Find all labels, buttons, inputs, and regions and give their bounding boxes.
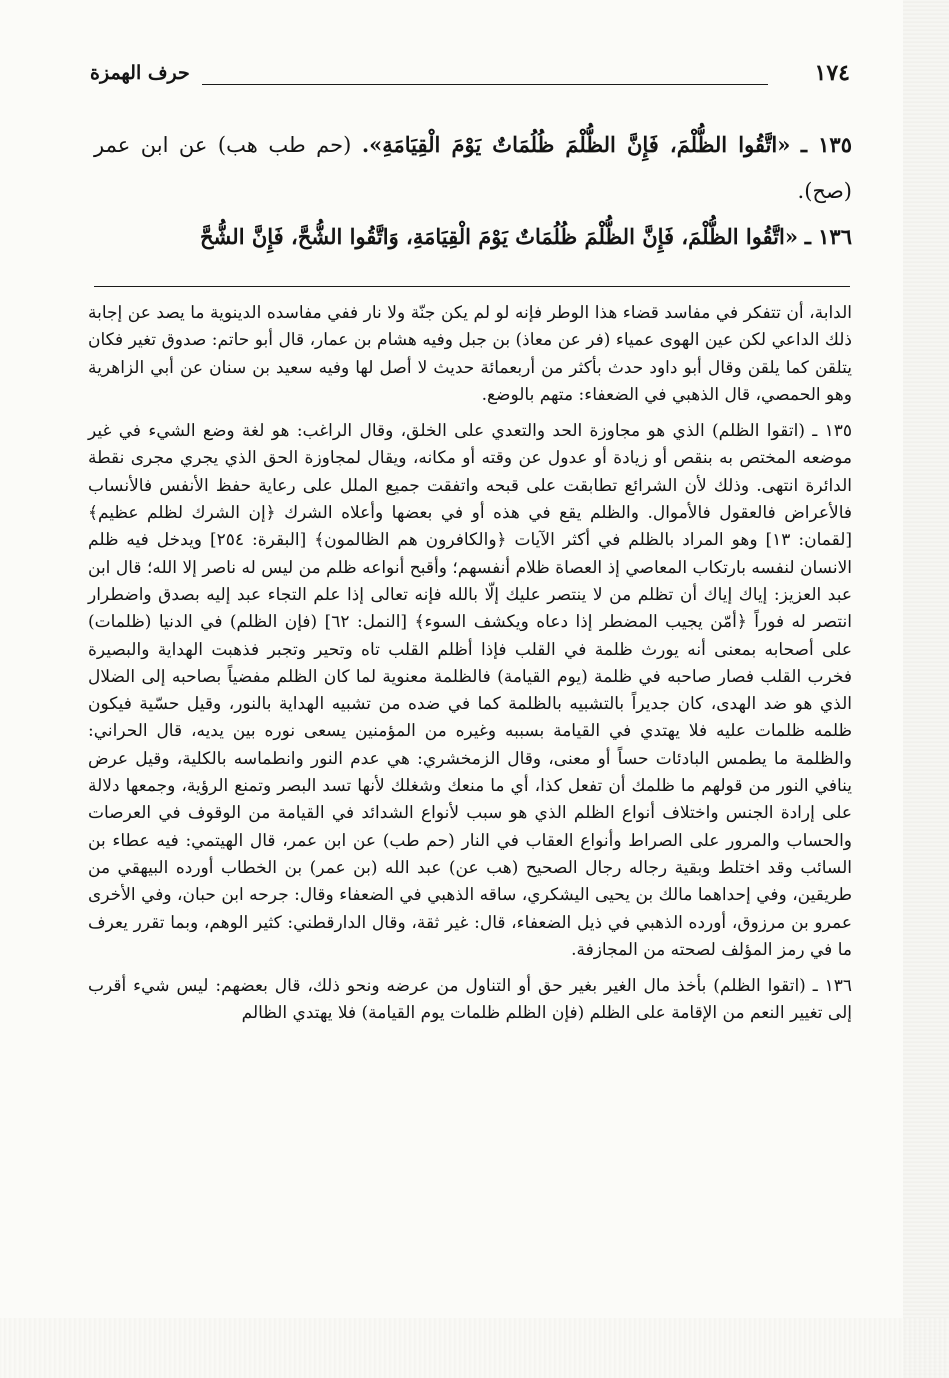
hadith-matn: «اتَّقُوا الظُّلْمَ، فَإِنَّ الظُّلْمَ ظُلُمَاتٌ يَوْمَ الْقِيَامَةِ».: [361, 132, 791, 157]
header-rule: [202, 84, 768, 85]
page-edge-shadow: [903, 0, 949, 1378]
page-bottom-shadow: [0, 1318, 949, 1378]
chapter-title: حرف الهمزة: [90, 62, 190, 84]
hadith-text-block: [94, 122, 852, 260]
commentary-block: [88, 300, 852, 1028]
hadith-number: ١٣٥ ـ: [800, 132, 852, 157]
commentary-carryover: الدابة، أن تتفكر في مفاسد قضاء هذا الوطر فإنه لو لم يكن جنّة ولا نار ففي مفاسده الدينوية ما يصد عن إجابة ذلك الداعي لكن عين الهوى عمياء (فر عن معاذ) بن جبل وفيه هشام بن عمار، قال أبو حاتم: صدوق تغير فكان يتلقن كما يلقن وقال أبو داود حدث بأكثر من أربعمائة حديث لا أصل لها وفيه سعيد بن سنان عن أبي الزاهرية وهو الحمصي، قال الذهبي في الضعفاء: متهم بالوضع.: [88, 303, 852, 405]
running-header: [90, 62, 850, 96]
hadith-source: (حم طب هب) عن ابن عمر (صح).: [94, 133, 852, 203]
commentary-note-135: ١٣٥ ـ (اتقوا الظلم) الذي هو مجاوزة الحد والتعدي على الخلق، وقال الراغب: هو لغة وضع الشيء في غير موضعه المختص به بنقص أو زيادة أو عدول عن وقته أو مكانه، ويقال لمجاوزة الحق الذي يجري مجرى نقطة الدائرة انتهى. وذلك لأن الشرائع تطابقت على قبحه واتفقت جميع الملل على رعاية حفظ الأنفس فالأنساب فالأعراض فالعقول فالأموال. والظلم يقع في هذه أو في بعضها وأعلاه الشرك ﴿إن الشرك لظلم عظيم﴾ [لقمان: ١٣] وهو المراد بالظلم في أكثر الآيات ﴿والكافرون هم الظالمون﴾ [البقرة: ٢٥٤] ويدخل فيه ظلم الانسان لنفسه بارتكاب المعاصي إذ العصاة ظلام أنفسهم؛ وأقبح أنواعه ظلم من ليس له ناصر إلا الله؛ قال ابن عبد العزيز: إياك إياك أن تظلم من لا ينتصر عليك إلّا بالله فإنه تعالى إذا علم التجاء عبد إليه بصدق واضطرار انتصر له فوراً ﴿أمّن يجيب المضطر إذا دعاه ويكشف السوء﴾ [النمل: ٦٢] (فإن الظلم) في الدنيا (ظلمات) على أصحابه بمعنى أنه يورث ظلمة في القلب فإذا أظلم القلب تاه وتحير وتجبر فذهبت الهداية والبصيرة فخرب القلب فصار صاحبه في ظلمة (يوم القيامة) فالظلمة معنوية لما كان الظلم مفضياً بصاحبه إلى الضلال الذي هو ضد الهدى، كان جديراً بالتشبيه بالظلمة كما في ضده من تشبيه الهداية بالنور، وقيل حسّية فيكون ظلمه ظلمات عليه فلا يهتدي في القيامة بسببه وغيره من المؤمنين يسعى نوره بين يديه، قال الحراني: والظلمة ما يطمس البادئات حساً أو معنى، وقال الزمخشري: هي عدم النور وانطماسه بالكلية، وقيل عرض ينافي النور من قولهم ما ظلمك أن تفعل كذا، أي ما منعك وشغلك لأنها تسد البصر وتمنع الرؤية، وجمعها دلالة على إرادة الجنس واختلاف أنواع الظلم الذي هو سبب لأنواع الشدائد في القيامة من الوقوف في العرصات والحساب والمرور على الصراط وأنواع العقاب في النار (حم طب) عن ابن عمر، قال الهيتمي: فيه عطاء بن السائب وقد اختلط وبقية رجاله رجال الصحيح (هب عن) عبد الله (بن عمر) بن الخطاب أورده البيهقي من طريقين، وفي إحداهما مالك بن يحيى اليشكري، ساقه الذهبي في الضعفاء وقال: جرحه ابن حبان، وفي الأخرى عمرو بن مرزوق، أورده الذهبي في ذيل الضعفاء، قال: غير ثقة، وقال الدارقطني: كثير الوهم، وبما تقرر يعرف ما في رمز المؤلف لصحته من المجازفة.: [88, 421, 853, 960]
hadith-number: ١٣٦ ـ: [804, 224, 852, 249]
hadith-136: [94, 214, 852, 260]
hadith-matn: «اتَّقُوا الظُّلْمَ، فَإِنَّ الظُّلْمَ ظُلُمَاتٌ يَوْمَ الْقِيَامَةِ، وَاتَّقُوا الشُّحَّ، فَإِنَّ الشُّحَّ: [200, 224, 798, 249]
footnote-separator: [94, 286, 850, 287]
page-number: ١٧٤: [814, 60, 850, 86]
commentary-note-136: ١٣٦ ـ (اتقوا الظلم) بأخذ مال الغير بغير حق أو التناول من عرضه ونحو ذلك، قال بعضهم: ليس شيء أقرب إلى تغيير النعم من الإقامة على الظلم (فإن الظلم ظلمات يوم القيامة) فلا يهتدي الظالم: [88, 976, 852, 1024]
hadith-135: [94, 122, 852, 214]
